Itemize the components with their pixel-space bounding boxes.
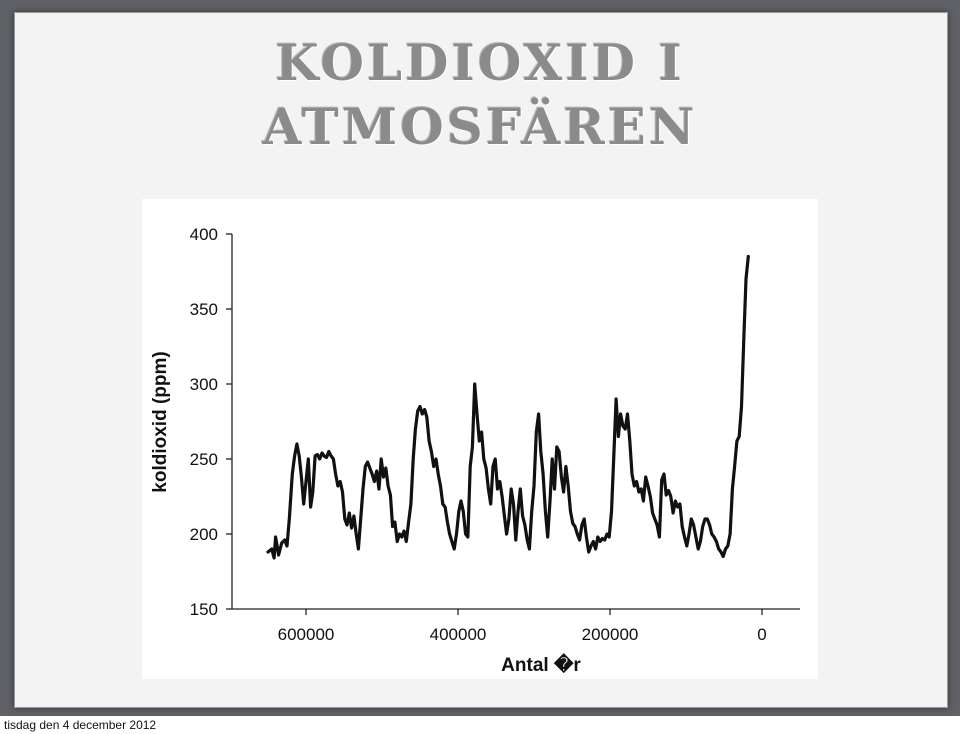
x-tick-label: 0 [757, 625, 767, 644]
co2-chart-panel [142, 199, 818, 679]
chart-axes [232, 234, 800, 609]
x-ticks [278, 609, 767, 644]
y-tick-label: 200 [189, 525, 218, 544]
y-axis-label: koldioxid (ppm) [150, 351, 171, 493]
slide-title-line1: KOLDIOXID I [275, 33, 685, 92]
x-axis-label: Antal �r [501, 655, 581, 676]
x-tick-label: 400000 [429, 625, 487, 644]
y-tick-label: 350 [189, 300, 218, 319]
slide-title-line2: ATMOSFÄREN [262, 97, 698, 156]
y-tick-label: 400 [189, 225, 218, 244]
co2-line-chart [142, 199, 818, 679]
footer-date: tisdag den 4 december 2012 [4, 718, 157, 732]
y-tick-label: 300 [189, 375, 218, 394]
y-tick-label: 150 [189, 600, 218, 619]
y-ticks [190, 225, 232, 619]
x-tick-label: 200000 [581, 625, 639, 644]
co2-series-line [268, 257, 748, 559]
y-tick-label: 250 [189, 450, 218, 469]
x-tick-label: 600000 [277, 625, 335, 644]
footer-bar [0, 716, 960, 734]
